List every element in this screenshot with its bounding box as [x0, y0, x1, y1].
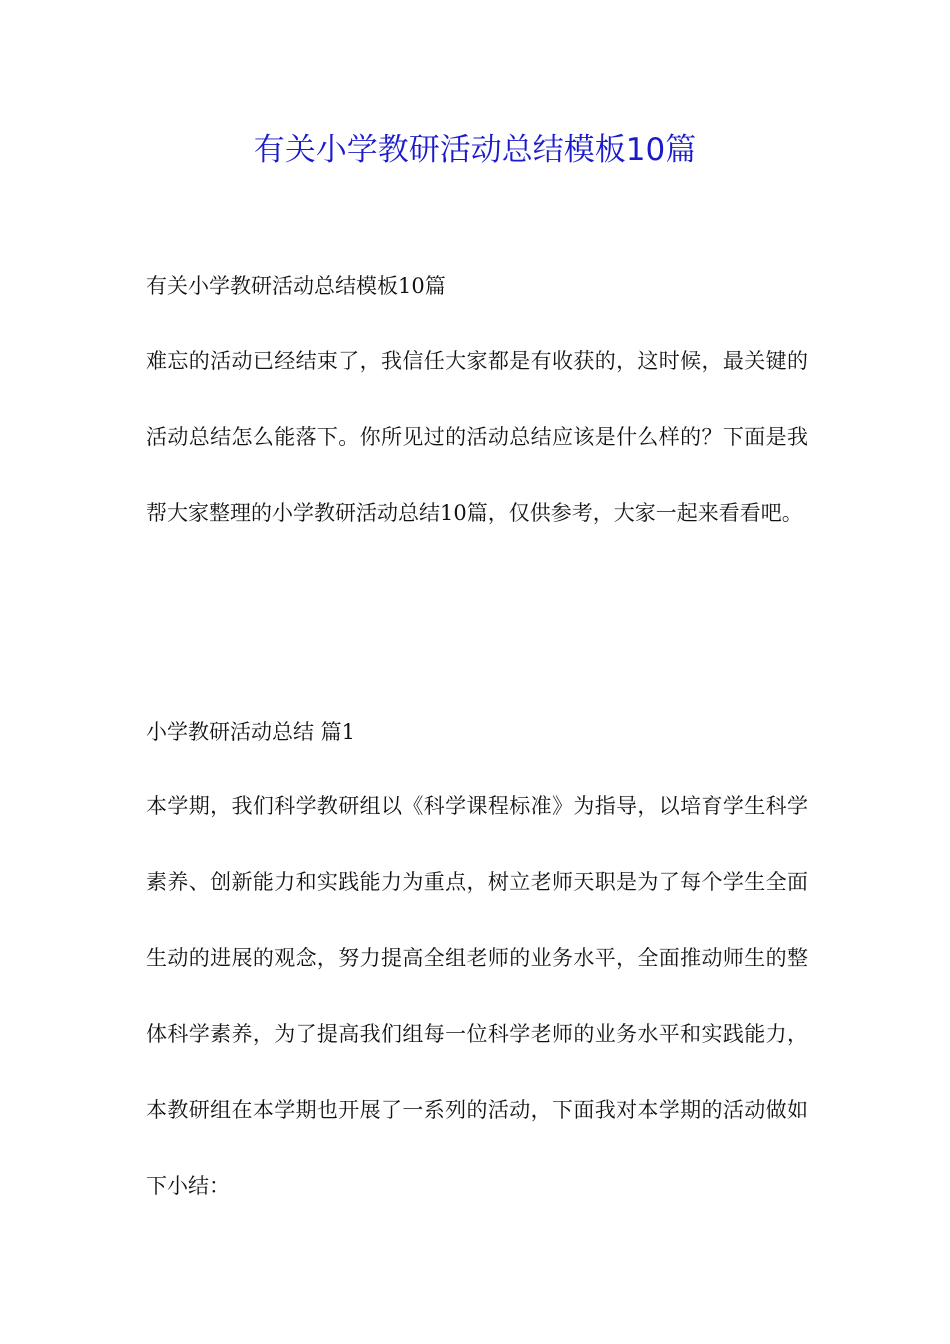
document-subtitle: 有关小学教研活动总结模板10篇 — [146, 274, 446, 298]
intro-paragraph: 难忘的活动已经结束了，我信任大家都是有收获的，这时候，最关键的活动总结怎么能落下。你所见过的活动总结应该是什么样的？下面是我帮大家整理的小学教研活动总结10篇，仅供参考，大家一起来看看吧。 — [146, 349, 808, 525]
section-paragraph: 本学期，我们科学教研组以《科学课程标准》为指导，以培育学生科学素养、创新能力和实践能力为重点，树立老师天职是为了每个学生全面生动的进展的观念，努力提高全组老师的业务水平，全面推动师生的整体科学素养，为了提高我们组每一位科学老师的业务水平和实践能力，本教研组在本学期也开展了一系列的活动，下面我对本学期的活动做如下小结： — [146, 794, 808, 1198]
document-title: 有关小学教研活动总结模板10篇 — [253, 132, 697, 168]
section-heading: 小学教研活动总结 篇1 — [146, 720, 356, 744]
